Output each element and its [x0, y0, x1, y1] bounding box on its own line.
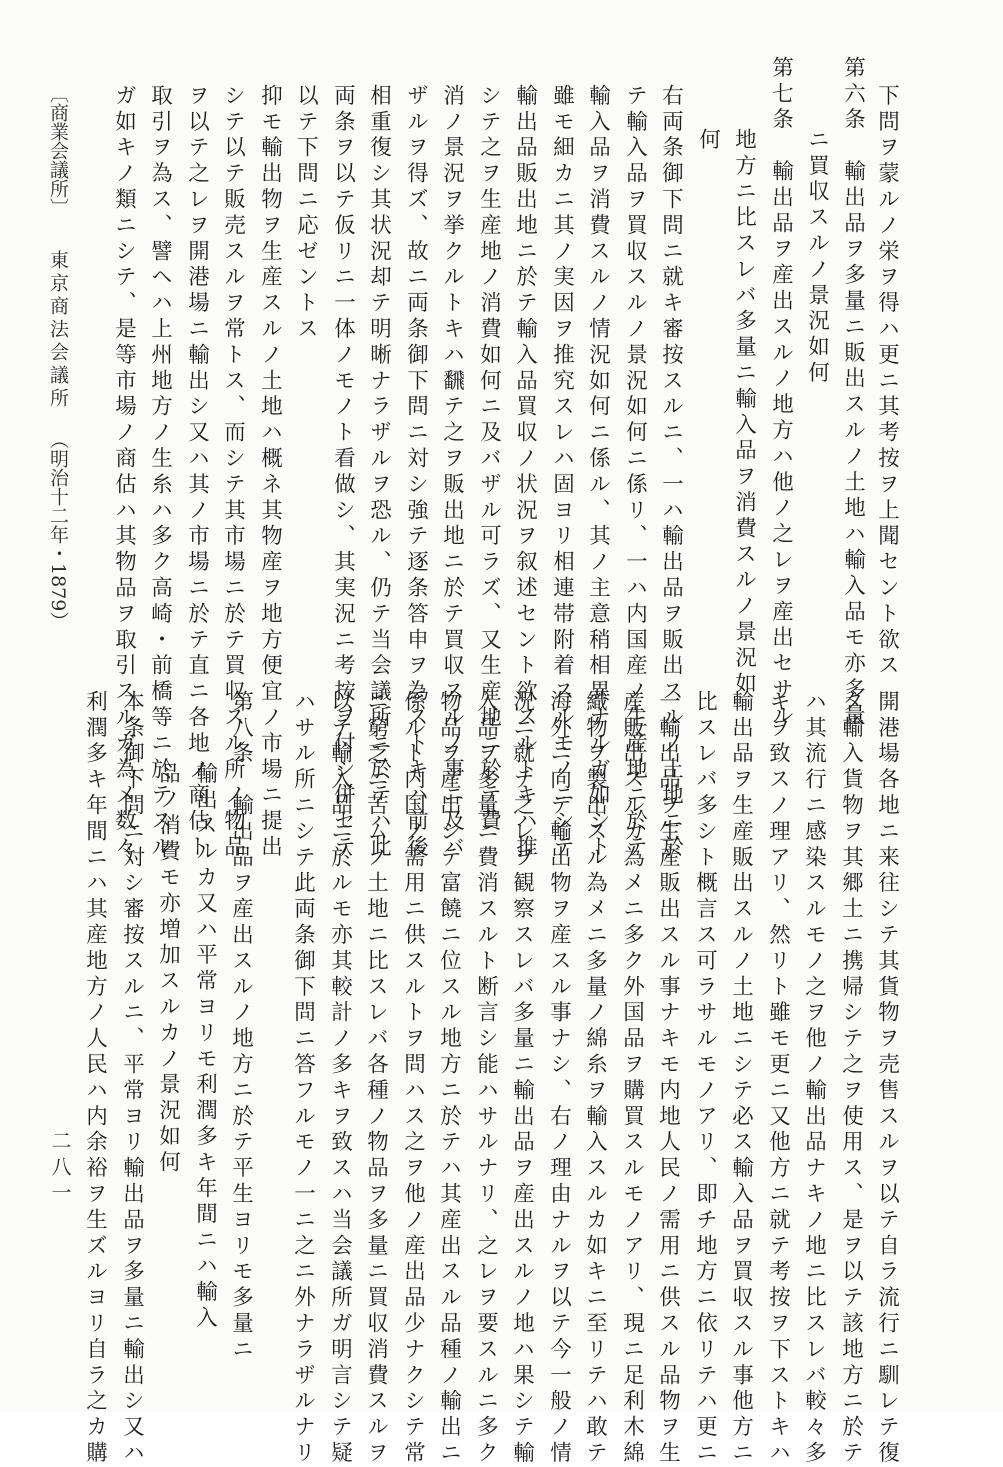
text-column: ザルヲ得ズ、故ニ両条御下問ニ対シ強テ逐条答申ヲ為ストキハ前後 [403, 84, 429, 861]
text-column: 入品ヲ多量ニ費消スルト断言シ能ハサルナリ、之レヲ要スルニ多ク [473, 690, 499, 1467]
text-column: 開港場各地ニ来往シテ其貨物ヲ売售スルヲ以テ自ラ流行ニ馴レテ復 [874, 690, 900, 1467]
text-column: 海外ニ向テ輸出物ヲ産スル事ナシ、右ノ理由ナルヲ以テ今一般ノ情 [546, 690, 572, 1467]
text-column: シテ以テ販売スルヲ常トス、而シテ其市場ニ於テ買収スル所ノ物品 [220, 84, 246, 861]
text-column: ガ如キノ類ニシテ、是等市場ノ商估ハ其物品ヲ取引スルガ為メ数々 [111, 84, 137, 861]
text-column: 取引ヲ為ス、譬ヘハ上州地方ノ生糸ハ多ク高崎・前橋等ニ於テスル [147, 84, 173, 861]
page-number: 二八一 [48, 1130, 72, 1208]
text-column: 輸出スルカ又ハ平常ヨリモ利潤多キ年間ニハ輸入 [192, 762, 218, 1332]
text-column: 以テ下問ニ応ゼントス [293, 84, 319, 343]
text-column: シテ之ヲ生産地ノ消費如何ニ及バザル可ラズ、又生産地ニ於テ費 [476, 84, 502, 836]
text-column: キヲ致スノ理アリ、然リト雖モ更ニ又他方ニ就テ考按ヲ下ストキハ [765, 690, 791, 1467]
text-column: 相重復シ其状況却テ明晰ナラザルヲ恐ル、仍テ当会議所ニ於テハ此 [366, 84, 392, 861]
text-column: 輸入品ヲ消費スルノ情況如何ニ係ル、其ノ主意稍相異ナルガ如シト [585, 84, 611, 861]
running-footer-org: 東京商法会議所 [47, 250, 69, 411]
text-column: 下問ヲ蒙ルノ栄ヲ得ハ更ニ其考按ヲ上聞セント欲ス [874, 84, 900, 680]
text-column: 以テ輸入品ニ於ルモ亦其較計ノ多キヲ致スハ当会議所ガ明言シテ疑 [327, 690, 353, 1467]
text-column: ハサル所ニシテ此両条御下問ニ答フルモノ一ニ之ニ外ナラザルナリ [290, 690, 316, 1467]
text-column: 況ニ就テ之レヲ観察スレバ多量ニ輸出品ヲ産出スルノ地ハ果シテ輸 [509, 690, 535, 1467]
text-column: タ輸入貨物ヲ其郷土ニ携帰シテ之ヲ使用ス、是ヲ以テ該地方ニ於テ [838, 690, 864, 1467]
text-column: 雖モ細カニ其ノ実因ヲ推究スレハ固ヨリ相連帯附着スルモノニシテ [549, 84, 575, 861]
text-column: 一輸出品ヲ生産販出スル事ナキモ内地人民ノ需用ニ供スル品物ヲ生 [655, 690, 681, 1467]
text-column: 消ノ景況ヲ挙クルトキハ飜テ之ヲ販出地ニ於テ買収スルノ事ニ及バ [439, 84, 465, 861]
running-footer-section: 〔商業会議所〕 [47, 84, 69, 217]
text-column: 織物ヲ製出スル為メニ多量ノ綿糸ヲ輸入スルカ如キニ至リテハ敢テ [582, 690, 608, 1467]
text-column: 利潤多キ年間ニハ其産地方ノ人民ハ内余裕ヲ生ズルヨリ自ラ之カ購 [82, 690, 108, 1467]
text-column: 抑モ輸出物ヲ生産スルノ土地ハ概ネ其物産ヲ地方便宜ノ市場ニ提出 [257, 84, 283, 861]
text-column: 右両条御下問ニ就キ審按スルニ、一ハ輸出品ヲ販出スルノ土地ニ於 [658, 84, 684, 861]
text-column: ニ買収スルノ景況如何 [804, 128, 830, 387]
text-column: 物品ヲ産出シテ富饒ニ位スル地方ニ於テハ其産出スル品種ノ輸出ニ [436, 690, 462, 1467]
text-column: ヲ以テ之レヲ開港場ニ輸出シ又ハ其ノ市場ニ於テ直ニ各地ノ商估ト [184, 84, 210, 861]
text-column: 両条ヲ以テ仮リニ一体ノモノト看做シ、其実況ニ考按ヲ付シ併セテ [330, 84, 356, 861]
text-column: 産販出スルカ為メニ多ク外国品ヲ購買スルモノアリ、現ニ足利木綿 [619, 690, 645, 1467]
text-column: テ輸入品ヲ買収スルノ景況如何ニ係リ、一ハ内国産ノ生産地ニ於テ [622, 84, 648, 861]
article-heading: 第六条 輸出品ヲ多量ニ販出スルノ土地ハ輸入品モ亦多量 [840, 56, 866, 730]
text-column: 何 [695, 128, 721, 154]
text-column: 輸出品販出地ニ於テ輸入品買収ノ状況ヲ叙述セント欲スルトキハ推 [512, 84, 538, 861]
text-column: 係ルト内国ノ需用ニ供スルトヲ問ハス之ヲ他ノ産出品少ナクシテ常 [400, 690, 426, 1467]
text-column: 地方ニ比スレバ多量ニ輸入品ヲ消費スルノ景況如 [731, 128, 757, 698]
text-column: ハ其流行ニ感染スルモノ之ヲ他ノ輸出品ナキノ地ニ比スレバ較々多 [801, 690, 827, 1467]
text-column: ニ窮乏ニ苦ムノ土地ニ比スレバ各種ノ物品ヲ多量ニ買収消費スルヲ [363, 690, 389, 1467]
text-column: 比スレバ多シト概言ス可ラサルモノアリ、即チ地方ニ依リテハ更ニ [692, 690, 718, 1467]
article-heading: 第七条 輸出品ヲ産出スルノ地方ハ他ノ之レヲ産出セサル [768, 56, 794, 730]
text-column: 品ノ消費モ亦増加スルカノ景況如何 [155, 762, 181, 1177]
text-column: 本条御下問ニ対シ審按スルニ、平常ヨリ輸出品ヲ多量ニ輸出シ又ハ [119, 690, 145, 1467]
text-column: 輸出品ヲ生産販出スルノ土地ニシテ必ス輸入品ヲ買収スル事他方ニ [728, 690, 754, 1467]
running-footer-date: （明治十二年・1879） [47, 430, 69, 631]
article-heading: 第八条 輸出品ヲ産出スルノ地方ニ於テ平生ヨリモ多量ニ [228, 690, 254, 1364]
